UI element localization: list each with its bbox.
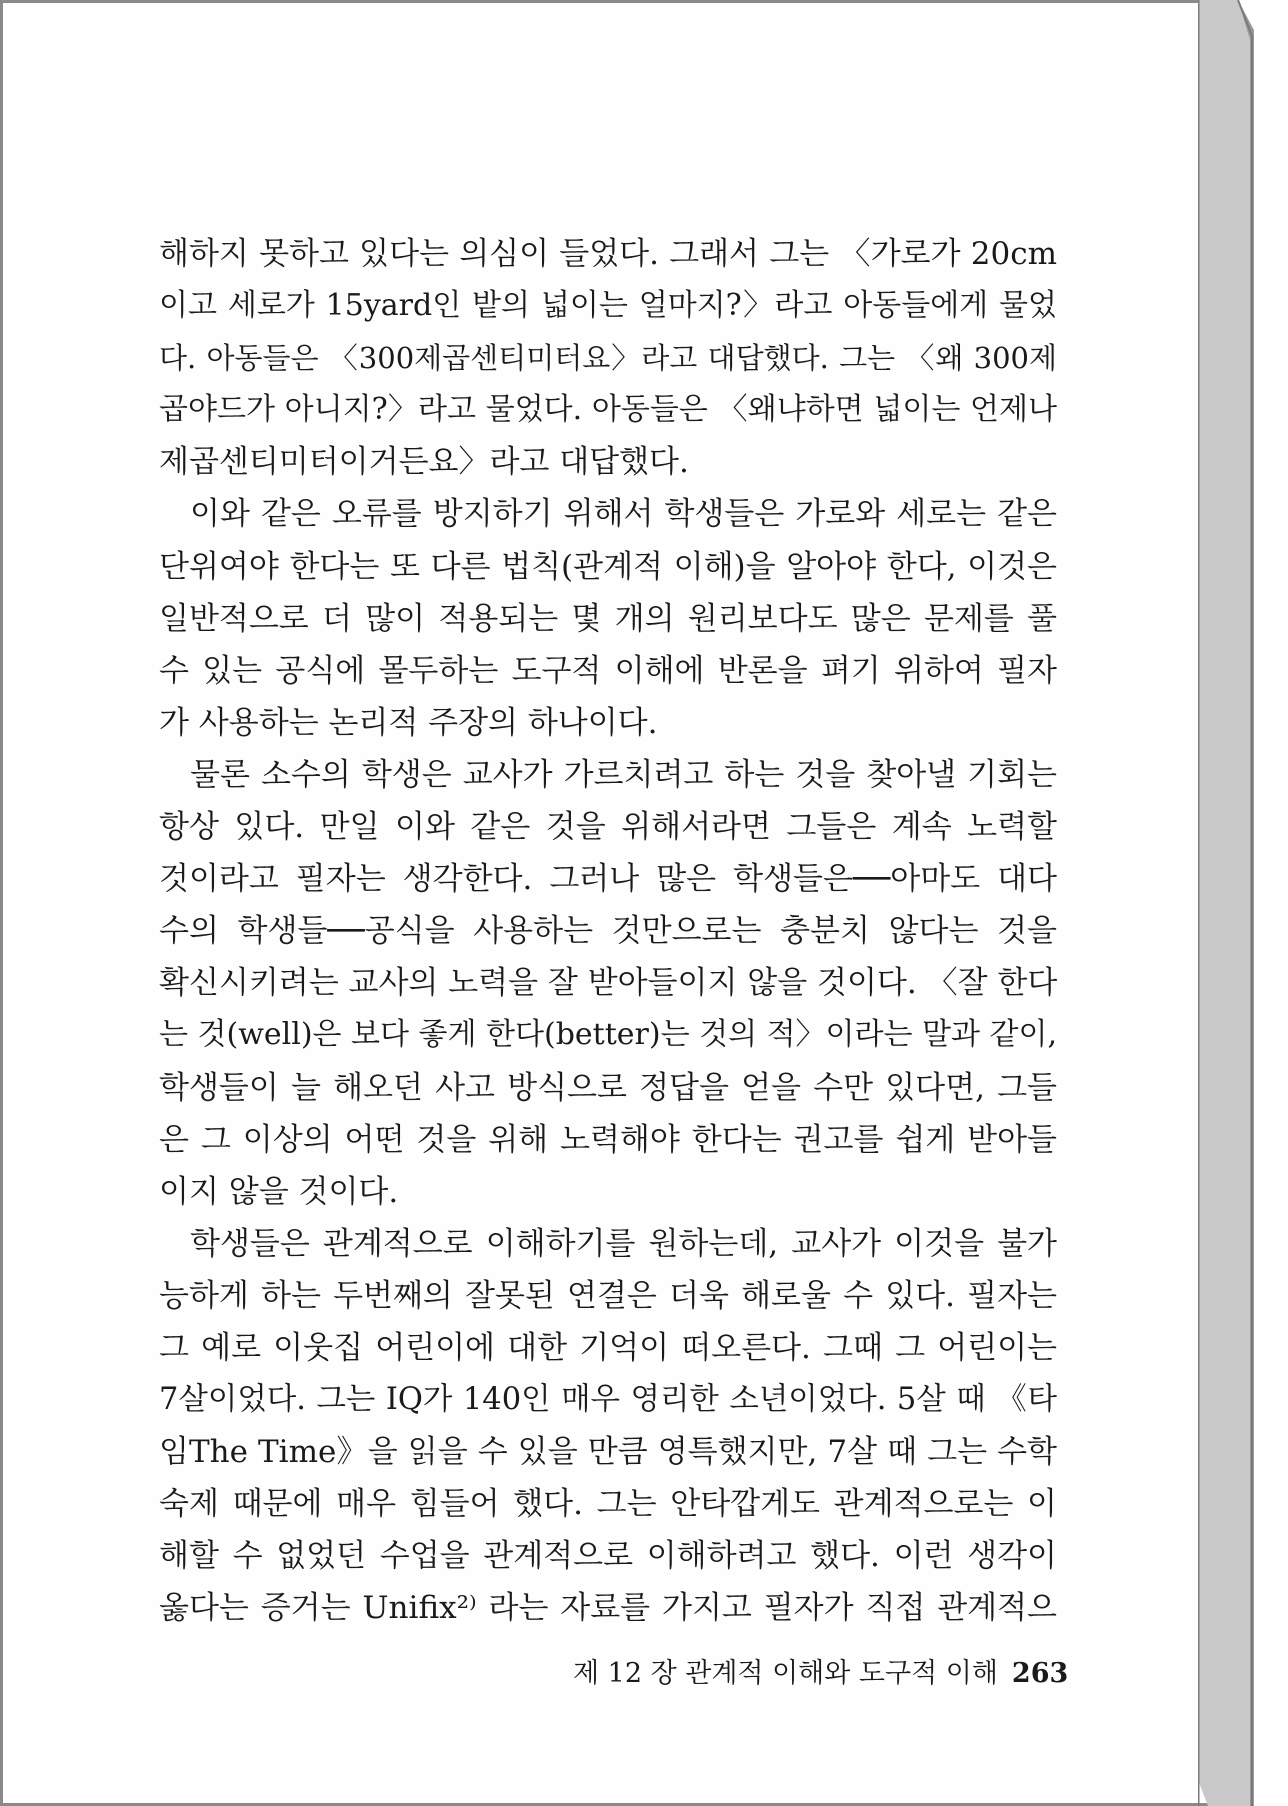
text-line: 수 있는 공식에 몰두하는 도구적 이해에 반론을 펴기 위하여 필자 [159,652,1057,689]
text-line: 숙제 때문에 매우 힘들어 했다. 그는 안타깝게도 관계적으로는 이 [159,1486,1057,1523]
text-line: 확신시키려는 교사의 노력을 잘 받아들이지 않을 것이다. 〈잘 한다 [159,965,1057,1002]
text-line: 은 그 이상의 어떤 것을 위해 노력해야 한다는 권고를 쉽게 받아들 [159,1121,1057,1158]
text-line: 곱야드가 아니지?〉라고 물었다. 아동들은 〈왜냐하면 넓이는 언제나 [159,392,1057,428]
paragraph-first-line: 학생들은 관계적으로 이해하기를 원하는데, 교사가 이것을 불가 [190,1225,1057,1262]
text-line: 해하지 못하고 있다는 의심이 들었다. 그래서 그는 〈가로가 20cm [159,236,1057,272]
text-line: 제곱센티미터이거든요〉라고 대답했다. [159,444,689,481]
text-line: 임The Time》을 읽을 수 있을 만큼 영특했지만, 7살 때 그는 수학 [159,1434,1057,1471]
text-line: 수의 학생들──공식을 사용하는 것만으로는 충분치 않다는 것을 [159,913,1057,950]
text-line: 가 사용하는 논리적 주장의 하나이다. [159,704,658,741]
running-head: 제 12 장 관계적 이해와 도구적 이해 [573,1658,998,1689]
text-line: 것이라고 필자는 생각한다. 그러나 많은 학생들은──아마도 대다 [159,861,1057,898]
text-line: 다. 아동들은 〈300제곱센티미터요〉라고 대답했다. 그는 〈왜 300제 [159,341,1057,376]
text-line: 이지 않을 것이다. [159,1173,399,1210]
page-thickness-edge [1198,0,1288,1806]
page-footer [573,1651,1069,1691]
paragraph-first-line: 물론 소수의 학생은 교사가 가르치려고 하는 것을 찾아낼 기회는 [190,756,1057,793]
paragraph-first-line: 이와 같은 오류를 방지하기 위해서 학생들은 가로와 세로는 같은 [190,496,1057,533]
body-text [159,228,1057,1635]
text-line: 일반적으로 더 많이 적용되는 몇 개의 원리보다도 많은 문제를 풀 [159,600,1057,637]
text-line: 이고 세로가 15yard인 밭의 넓이는 얼마지?〉라고 아동들에게 물었 [159,288,1057,324]
page-number: 263 [1011,1658,1069,1689]
text-line: 그 예로 이웃집 어린이에 대한 기억이 떠오른다. 그때 그 어린이는 [159,1329,1057,1366]
text-line: 는 것(well)은 보다 좋게 한다(better)는 것의 적〉이라는 말과 같이, [159,1017,1057,1053]
text-line: 단위여야 한다는 또 다른 법칙(관계적 이해)을 알아야 한다, 이것은 [159,548,1057,585]
text-line: 능하게 하는 두번째의 잘못된 연결은 더욱 해로울 수 있다. 필자는 [159,1277,1057,1314]
text-line: 항상 있다. 만일 이와 같은 것을 위해서라면 그들은 계속 노력할 [159,809,1057,846]
text-line: 옳다는 증거는 Unifix²⁾ 라는 자료를 가지고 필자가 직접 관계적으 [159,1590,1057,1627]
text-line: 7살이었다. 그는 IQ가 140인 매우 영리한 소년이었다. 5살 때 《타 [159,1382,1057,1418]
text-line: 해할 수 없었던 수업을 관계적으로 이해하려고 했다. 이런 생각이 [159,1538,1057,1575]
book-page [3,3,1198,1803]
text-line: 학생들이 늘 해오던 사고 방식으로 정답을 얻을 수만 있다면, 그들 [159,1069,1057,1106]
